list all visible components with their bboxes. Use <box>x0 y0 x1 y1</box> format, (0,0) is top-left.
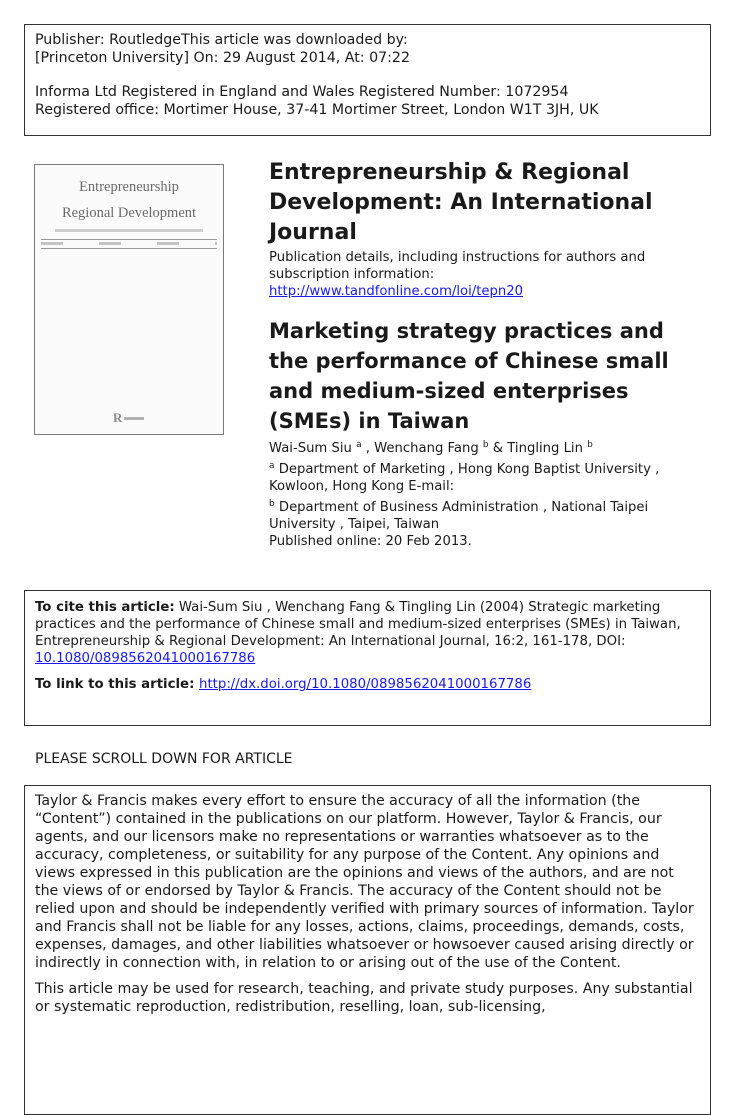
article-title: Marketing strategy practices and the performance of Chinese small and medium-sized enterprises (SMEs) in Taiwan <box>269 319 669 433</box>
affiliation-a-mark: a <box>269 461 275 471</box>
author-1: Wai-Sum Siu <box>269 441 352 456</box>
cite-text: Wai-Sum Siu , Wenchang Fang & Tingling Lin (2004) Strategic marketing practices and the performance of Chinese small and medium-sized enterprises (SMEs) in Taiwan, Entrepreneurship & Regional Development: An International Journal, 16:2, 161-178, DOI: <box>35 600 681 649</box>
registered-office-line: Registered office: Mortimer House, 37-41 Mortimer Street, London W1T 3JH, UK <box>35 102 599 118</box>
affiliation-a-text: Department of Marketing , Hong Kong Baptist University , Kowloon, Hong Kong E-mail: <box>269 462 660 494</box>
author-3: & Tingling Lin <box>488 441 588 456</box>
publication-details-text: Publication details, including instructions for authors and subscription information: <box>269 250 646 282</box>
author-block <box>269 440 699 550</box>
disclaimer-paragraph-1: Taylor & Francis makes every effort to ensure the accuracy of all the information (the “Content”) contained in the publications on our platform. However, Taylor & Francis, our agents, and our licensors make no representations or warranties whatsoever as to the accuracy, completeness, or suitability for any purpose of the Content. Any opinions and views expressed in this publication are the opinions and views of the authors, and are not the views of or endorsed by Taylor & Francis. The accuracy of the Content should not be relied upon and should be independently verified with primary sources of information. Taylor and Francis shall not be liable for any losses, actions, claims, proceedings, demands, costs, expenses, damages, and other liabilities whatsoever or howsoever caused arising directly or indirectly in connection with, in relation to or arising out of the use of the Content. <box>35 793 694 971</box>
article-url-link[interactable]: http://dx.doi.org/10.1080/0898562041000167786 <box>199 677 532 692</box>
author-2: , Wenchang Fang <box>361 441 483 456</box>
cover-meta-strip <box>41 242 217 245</box>
author-3-affiliation-mark: b <box>587 440 593 450</box>
routledge-logo <box>113 409 144 427</box>
disclaimer-paragraph-2: This article may be used for research, teaching, and private study purposes. Any substantial or systematic reproduction, redistribution, reselling, loan, sub-licensing, <box>35 981 693 1015</box>
journal-title: Entrepreneurship & Regional Development: An International Journal <box>269 160 653 245</box>
affiliation-b <box>269 499 699 533</box>
published-online-date: Published online: 20 Feb 2013. <box>269 534 472 549</box>
affiliation-a <box>269 461 699 495</box>
journal-url-link[interactable]: http://www.tandfonline.com/loi/tepn20 <box>269 284 524 299</box>
cover-rule <box>41 239 217 240</box>
affiliation-b-mark: b <box>269 499 275 509</box>
author-line <box>269 440 699 457</box>
cover-rule-lower <box>41 248 217 249</box>
link-label: To link to this article: <box>35 677 200 692</box>
affiliation-b-text: Department of Business Administration , National Taipei University , Taipei, Taiwan <box>269 500 649 532</box>
download-date-line: [Princeton University] On: 29 August 2014, At: 07:22 <box>35 50 410 66</box>
logo-wordmark <box>124 417 144 420</box>
download-info-box <box>24 24 711 136</box>
citation-paragraph <box>35 599 700 667</box>
author-1-affiliation-mark: a <box>356 440 362 450</box>
cite-label: To cite this article: <box>35 600 175 615</box>
citation-box <box>24 590 711 726</box>
author-2-affiliation-mark: b <box>482 440 489 450</box>
article-link-line <box>35 676 700 693</box>
publisher-line: Publisher: RoutledgeThis article was downloaded by: <box>35 32 408 48</box>
scroll-notice: PLEASE SCROLL DOWN FOR ARTICLE <box>35 751 293 767</box>
cover-title-line1: Entrepreneurship <box>79 179 179 195</box>
cover-title-line2: Regional Development <box>61 205 197 221</box>
journal-cover-image <box>34 164 224 435</box>
disclaimer-box <box>24 785 711 1115</box>
publication-details <box>269 249 689 300</box>
cover-subtitle-bar <box>55 229 203 232</box>
registration-line: Informa Ltd Registered in England and Wales Registered Number: 1072954 <box>35 84 569 100</box>
doi-link[interactable]: 10.1080/0898562041000167786 <box>35 651 256 666</box>
logo-mark: R <box>113 410 123 425</box>
